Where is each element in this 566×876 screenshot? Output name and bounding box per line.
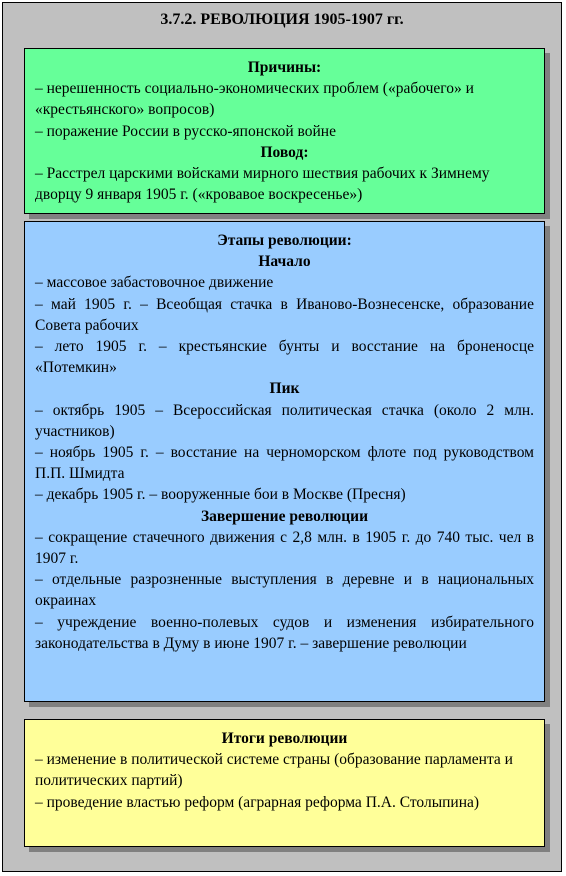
results-box — [24, 719, 545, 847]
stage-start-item: – массовое забастовочное движение — [35, 274, 274, 292]
result-item: – проведение властью реформ (аграрная реформа П.А. Столыпина) — [35, 793, 480, 811]
causes-box — [24, 48, 545, 214]
cause-item: – нерешенность социально-экономических проблем («рабочего» и «крестьянского» вопросов) — [35, 80, 474, 119]
stage-end-item: – учреждение военно-полевых судов и изменения избирательного законодательства в Думу в июне 1907 г. – завершение революции — [35, 613, 534, 652]
stage-end-item: – сокращение стачечного движения с 2,8 млн. в 1905 г. до 740 тыс. чел в 1907 г. — [35, 528, 534, 568]
cause-item: – поражение России в русско-японской войне — [35, 122, 336, 140]
stage-end-heading: Завершение революции — [200, 507, 369, 525]
diagram-title: 3.7.2. РЕВОЛЮЦИЯ 1905-1907 гг. — [160, 11, 404, 28]
pretext-heading: Повод: — [260, 143, 309, 161]
causes-heading: Причины: — [247, 59, 322, 76]
stage-start-item: – май 1905 г. – Всеобщая стачка в Иваново-Вознесенске, образование Совета рабочих — [35, 295, 534, 334]
stage-peak-item: – ноябрь 1905 г. – восстание на черноморском флоте под руководством П.П. Шмидта — [35, 444, 534, 483]
stage-end-item: – отдельные разрозненные выступления в деревне и в национальных окраинах — [35, 571, 534, 610]
pretext-item: – Расстрел царскими войсками мирного шествия рабочих к Зимнему дворцу 9 января 1905 г. («кровавое воскресенье») — [35, 165, 490, 204]
stages-box — [24, 221, 545, 702]
diagram-frame — [2, 2, 562, 872]
stages-heading: Этапы революции: — [217, 232, 352, 249]
results-heading: Итоги революции — [221, 730, 348, 747]
stage-peak-item: – декабрь 1905 г. – вооруженные бои в Москве (Пресня) — [35, 486, 406, 504]
stage-start-item: – лето 1905 г. – крестьянские бунты и восстание на броненосце «Потемкин» — [35, 338, 534, 377]
stage-peak-heading: Пик — [269, 380, 300, 398]
stage-peak-item: – октябрь 1905 – Всероссийская политическая стачка (около 2 млн. участников) — [35, 401, 534, 440]
result-item: – изменение в политической системе страны (образование парламента и политических партий) — [35, 751, 513, 790]
stage-start-heading: Начало — [258, 253, 311, 271]
